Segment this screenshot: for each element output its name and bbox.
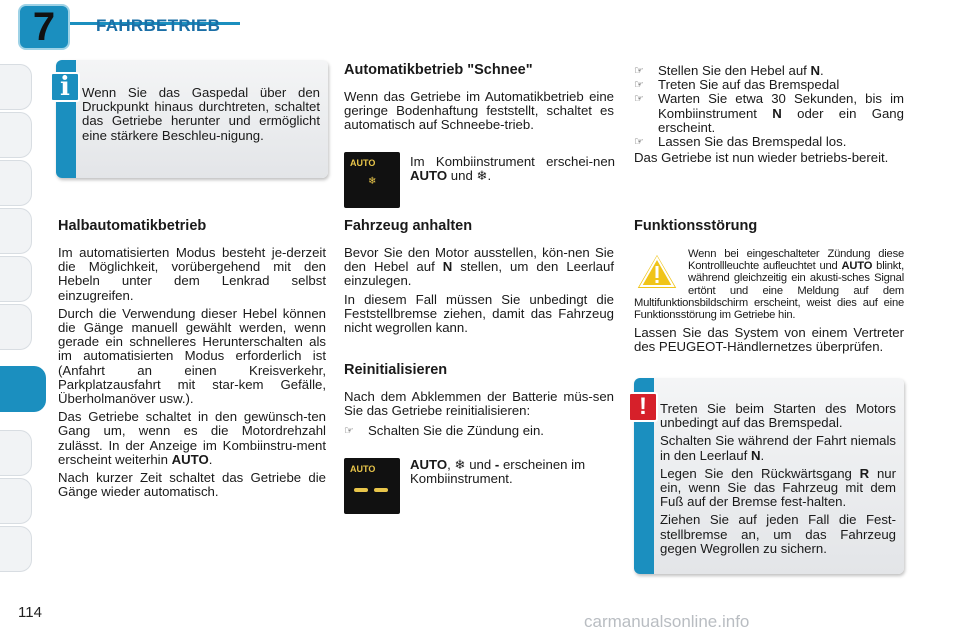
paragraph: Ziehen Sie auf jeden Fall die Fest-stellbremse an, um das Fahrzeug gegen Wegrollen zu sichern. bbox=[660, 512, 896, 556]
warning-box-text bbox=[660, 402, 896, 560]
pointer-icon: ☞ bbox=[634, 136, 644, 149]
snow-display-text: Im Kombiinstrument erschei-nen AUTO und ❄. bbox=[410, 154, 615, 184]
section-title: Funktionsstörung bbox=[634, 218, 758, 234]
dash-segment bbox=[354, 488, 368, 492]
chapter-tab-9[interactable] bbox=[0, 478, 32, 524]
paragraph: Im automatisierten Modus besteht je-derzeit die Möglichkeit, vorübergehend mit den Hebeln unter dem Lenkrad selbst einzugreifen. bbox=[58, 245, 326, 303]
paragraph: Schalten Sie während der Fahrt niemals in den Leerlauf N. bbox=[660, 433, 896, 463]
chapter-tab-10[interactable] bbox=[0, 526, 32, 572]
snow-icon: ❄ bbox=[368, 176, 377, 187]
paragraph: Das Getriebe ist nun wieder betriebs-bereit. bbox=[634, 150, 889, 166]
list-item: ☞ Treten Sie auf das Bremspedal bbox=[634, 77, 840, 93]
section-schnee bbox=[344, 62, 614, 137]
paragraph: In diesem Fall müssen Sie unbedingt die Feststellbremse ziehen, damit das Fahrzeug nicht wegrollen kann. bbox=[344, 291, 614, 336]
chapter-tab-2[interactable] bbox=[0, 112, 32, 158]
chapter-tab-3[interactable] bbox=[0, 160, 32, 206]
section-halbautomatik bbox=[58, 218, 326, 503]
exclamation-icon: ! bbox=[628, 392, 658, 422]
section-stoerung bbox=[634, 218, 904, 234]
instrument-display-snow: AUTO ❄ bbox=[344, 152, 400, 208]
dash-segment bbox=[374, 488, 388, 492]
reinit-steps bbox=[634, 64, 904, 165]
pointer-icon: ☞ bbox=[634, 65, 644, 77]
list-item: ☞ Schalten Sie die Zündung ein. bbox=[344, 423, 544, 439]
chapter-tab-6[interactable] bbox=[0, 304, 32, 350]
pointer-icon: ☞ bbox=[634, 79, 644, 92]
section-anhalten bbox=[344, 218, 614, 339]
pointer-icon: ☞ bbox=[634, 93, 644, 106]
section-title: Reinitialisieren bbox=[344, 362, 448, 378]
paragraph: Durch die Verwendung dieser Hebel können die Gänge manuell gewählt werden, wenn gerade ein schnelleres Herunterschalten als im automatisierten Modus erforderlich ist (Anfahrt an einen Kreisverkehr, Parkplatzausfahrt mit star-kem Gefälle, Überholmanöver usw.). bbox=[58, 305, 326, 407]
malfunction-note: Wenn bei eingeschalteter Zündung diese Kontrollleuchte aufleuchtet und AUTO blinkt, während gleichzeitig ein akusti-sches Signal ertönt und eine Meldung auf dem Multifunktionsbildschirm erscheint, weist dies auf eine Funktionsstörung im Getriebe hin. bbox=[634, 248, 904, 322]
pointer-icon: ☞ bbox=[344, 425, 354, 438]
info-box-text: Wenn Sie das Gaspedal über den Druckpunkt hinaus durchtreten, schaltet das Getriebe herunter und ermöglicht eine stärkere Beschleu-nigung. bbox=[82, 85, 320, 143]
chapter-tab-4[interactable] bbox=[0, 208, 32, 254]
section-title: Fahrzeug anhalten bbox=[344, 218, 473, 234]
info-icon: i bbox=[50, 72, 80, 102]
chapter-tab-8[interactable] bbox=[0, 430, 32, 476]
section-reinit bbox=[344, 362, 614, 439]
chapter-number: 7 bbox=[32, 4, 56, 49]
chapter-tab-1[interactable] bbox=[0, 64, 32, 110]
chapter-tab-7-active[interactable] bbox=[0, 366, 46, 412]
paragraph: Bevor Sie den Motor ausstellen, kön-nen Sie den Hebel auf N stellen, um den Leerlauf einzulegen. bbox=[344, 245, 614, 289]
paragraph: Das Getriebe schaltet in den gewünsch-ten Gang um, wenn es die Motordrehzahl zulässt. In der Anzeige im Kombiinstru-ment erscheint weiterhin AUTO. bbox=[58, 409, 326, 467]
chapter-title: FAHRBETRIEB bbox=[96, 16, 221, 35]
snow-icon: ❄ bbox=[476, 168, 488, 184]
list-item: ☞ Warten Sie etwa 30 Sekunden, bis im Kombiinstrument N oder ein Gang erscheint. bbox=[634, 91, 904, 135]
paragraph: Nach dem Abklemmen der Batterie müs-sen Sie das Getriebe reinitialisieren: bbox=[344, 389, 614, 419]
paragraph: Wenn das Getriebe im Automatikbetrieb eine geringe Bodenhaftung feststellt, schaltet es automatisch auf Schneebe-trieb. bbox=[344, 89, 614, 133]
paragraph: Treten Sie beim Starten des Motors unbedingt auf das Bremspedal. bbox=[660, 401, 896, 431]
list-item: ☞ Lassen Sie das Bremspedal los. bbox=[634, 134, 847, 150]
paragraph: Nach kurzer Zeit schaltet das Getriebe die Gänge wieder automatisch. bbox=[58, 470, 326, 500]
list-item: ☞ Stellen Sie den Hebel auf N. bbox=[634, 63, 824, 78]
instrument-display-reinit: AUTO bbox=[344, 458, 400, 514]
page-number: 114 bbox=[18, 604, 42, 621]
paragraph: Legen Sie den Rückwärtsgang R nur ein, wenn Sie das Fahrzeug mit dem Fuß auf der Bremse fest-halten. bbox=[660, 465, 897, 510]
snow-icon: ❄ bbox=[454, 457, 466, 472]
section-title: Halbautomatikbetrieb bbox=[58, 218, 207, 234]
paragraph: Lassen Sie das System von einem Vertreter des PEUGEOT-Händlernetzes überprüfen. bbox=[634, 325, 904, 355]
chapter-tab-5[interactable] bbox=[0, 256, 32, 302]
watermark: carmanualsonline.info bbox=[584, 612, 750, 631]
section-title: Automatikbetrieb "Schnee" bbox=[344, 62, 533, 78]
reinit-display-text: AUTO, ❄ und - erscheinen im Kombiinstrument. bbox=[410, 457, 586, 487]
